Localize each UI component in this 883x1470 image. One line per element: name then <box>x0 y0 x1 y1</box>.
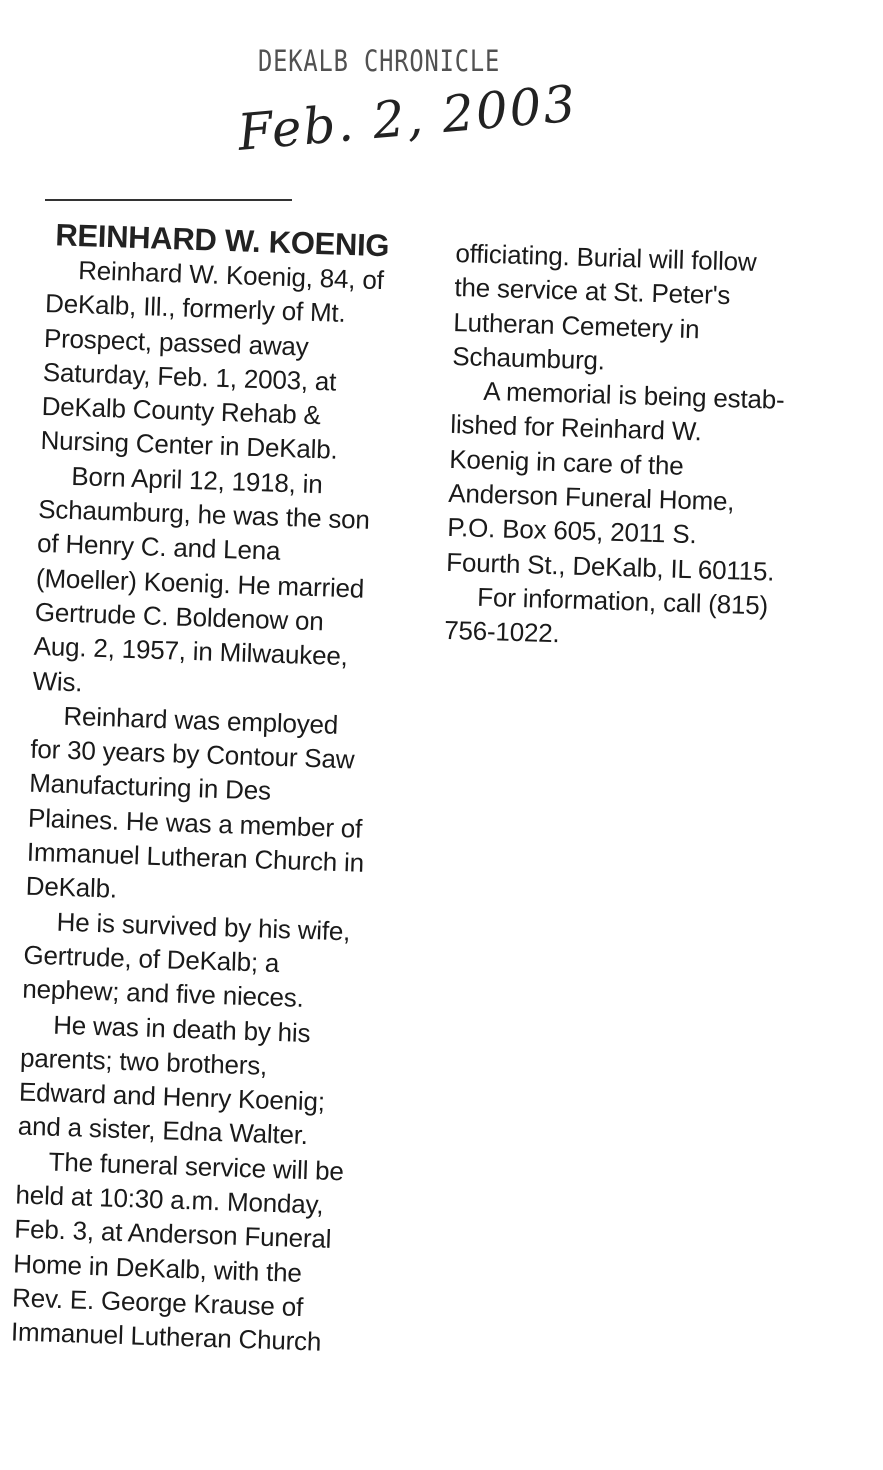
text-line: nephew; and five nieces. <box>21 973 305 1014</box>
text-line: The funeral service will be <box>48 1146 345 1187</box>
text-line: Lutheran Cemetery in <box>453 306 700 344</box>
text-line: of Henry C. and Lena <box>36 528 281 567</box>
text-line: Fourth St., DeKalb, IL 60115. <box>445 546 775 587</box>
text-line: Edward and Henry Koenig; <box>18 1076 326 1117</box>
text-line: for 30 years by Contour Saw <box>29 733 355 775</box>
text-line: Prospect, passed away <box>43 322 310 362</box>
text-line: held at 10:30 a.m. Monday, <box>15 1179 324 1220</box>
newspaper-masthead-stamp: DEKALB CHRONICLE <box>258 44 501 78</box>
obituary-column-1 <box>10 218 389 1360</box>
text-line: Gertrude C. Boldenow on <box>34 596 325 637</box>
divider-rule <box>45 199 292 201</box>
text-line: Manufacturing in Des <box>28 768 272 807</box>
text-line: Gertrude, of DeKalb; a <box>23 939 280 979</box>
handwritten-date: Feb. 2, 2003 <box>235 74 580 162</box>
text-line: Aug. 2, 1957, in Milwaukee, <box>33 631 349 672</box>
text-line: Immanuel Lutheran Church in <box>26 836 365 878</box>
text-line: (Moeller) Koenig. He married <box>35 562 365 604</box>
text-line: Nursing Center in DeKalb. <box>40 425 339 466</box>
text-line: Rev. E. George Krause of <box>11 1282 304 1322</box>
column-2-text <box>444 236 789 657</box>
text-line: parents; two brothers, <box>19 1042 268 1081</box>
text-line: Immanuel Lutheran Church <box>10 1316 322 1357</box>
text-line: He is survived by his wife, <box>56 906 351 947</box>
text-line: Plaines. He was a member of <box>27 802 363 844</box>
text-line: For information, call (815) <box>476 581 769 621</box>
text-line: Reinhard W. Koenig, 84, of <box>77 255 385 296</box>
obituary-title: REINHARD W. KOENIG <box>54 217 390 264</box>
text-line: Schaumburg. <box>451 340 606 376</box>
text-line: Saturday, Feb. 1, 2003, at <box>42 356 337 397</box>
text-line: officiating. Burial will follow <box>455 237 757 277</box>
text-line: A memorial is being estab- <box>482 376 785 415</box>
text-line: DeKalb, Ill., formerly of Mt. <box>44 288 347 329</box>
text-line: Born April 12, 1918, in <box>70 460 324 500</box>
text-line: Home in DeKalb, with the <box>12 1248 303 1288</box>
text-line: He was in death by his <box>52 1009 311 1048</box>
column-1-text <box>10 252 388 1360</box>
obituary-column-2 <box>444 236 789 657</box>
text-line: Anderson Funeral Home, <box>447 477 735 517</box>
text-line: Schaumburg, he was the son <box>37 493 371 535</box>
text-line: Wis. <box>32 665 83 697</box>
text-line: Reinhard was employed <box>63 700 339 740</box>
text-line: Koenig in care of the <box>448 443 685 481</box>
text-line: DeKalb County Rehab & <box>41 391 322 431</box>
text-line: 756-1022. <box>443 615 561 649</box>
text-line: and a sister, Edna Walter. <box>17 1110 309 1151</box>
text-line: DeKalb. <box>25 870 118 904</box>
text-line: lished for Reinhard W. <box>449 409 703 447</box>
text-line: P.O. Box 605, 2011 S. <box>446 512 697 550</box>
text-line: Feb. 3, at Anderson Funeral <box>13 1213 332 1255</box>
text-line: the service at St. Peter's <box>454 272 731 311</box>
